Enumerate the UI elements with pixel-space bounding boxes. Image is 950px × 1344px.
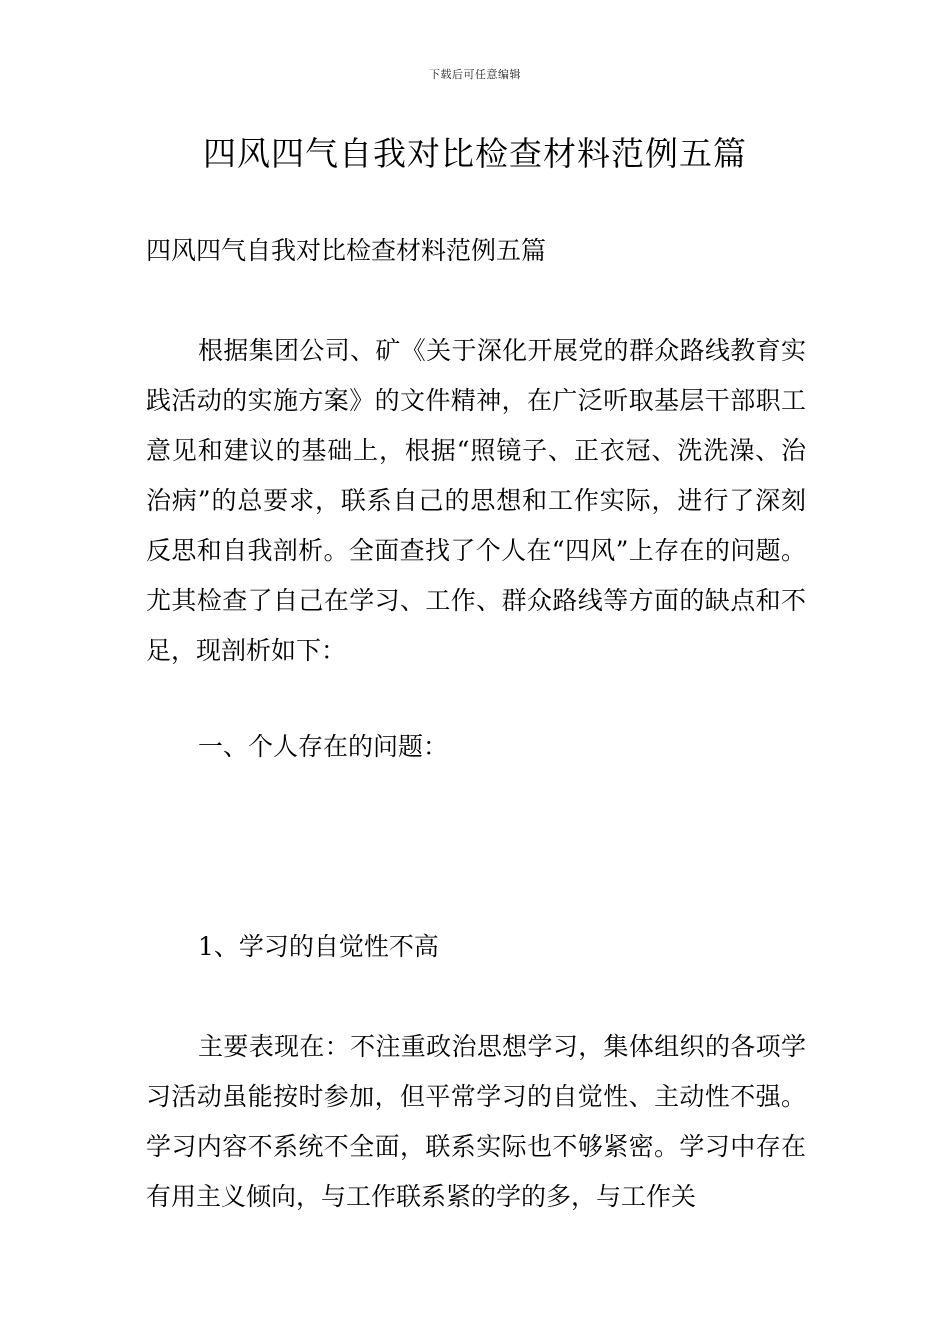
body-paragraph: 主要表现在：不注重政治思想学习，集体组织的各项学习活动虽能按时参加，但平常学习的自觉性、主动性不强。学习内容不系统不全面，联系实际也不够紧密。学习中存在有用主义倾向，与工作联系紧的学的多，与工作关 [146,1032,806,1211]
section-heading: 一、个人存在的问题： [198,732,449,761]
header-note: 下载后可任意编辑 [429,68,521,81]
document-subtitle: 四风四气自我对比检查材料范例五篇 [146,236,547,265]
document-title: 四风四气自我对比检查材料范例五篇 [203,134,747,173]
subsection-heading: 1、学习的自觉性不高 [198,932,439,961]
intro-paragraph: 根据集团公司、矿《关于深化开展党的群众路线教育实践活动的实施方案》的文件精神，在广泛听取基层干部职工意见和建议的基础上，根据“照镜子、正衣冠、洗洗澡、治治病”的总要求，联系自己的思想和工作实际，进行了深刻反思和自我剖析。全面查找了个人在“四风”上存在的问题。尤其检查了自己在学习、工作、群众路线等方面的缺点和不足，现剖析如下： [146,336,806,665]
